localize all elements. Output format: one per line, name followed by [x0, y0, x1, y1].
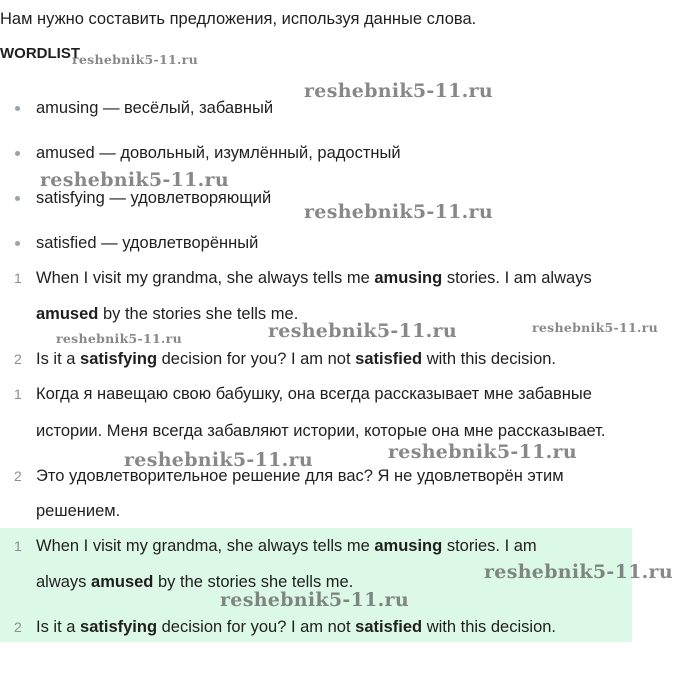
watermark: reshebnik5-11.ru — [388, 441, 577, 463]
sentence-number: 2 — [14, 351, 22, 367]
word-item-satisfying: satisfying — удовлетворяющий — [36, 189, 272, 207]
bullet-dot — [15, 151, 20, 156]
intro-text: Нам нужно составить предложения, используя данные слова. — [0, 10, 477, 28]
answer-1-line-1: When I visit my grandma, she always tells me amusing stories. I am — [36, 537, 537, 555]
word-item-satisfied: satisfied — удовлетворённый — [36, 234, 259, 252]
translation-2-line-1: Это удовлетворительное решение для вас? Я не удовлетворён этим — [36, 467, 564, 485]
answer-number: 2 — [14, 619, 22, 635]
answer-2: Is it a satisfying decision for you? I am not satisfied with this decision. — [36, 618, 557, 636]
watermark: reshebnik5-11.ru — [56, 331, 182, 346]
watermark: reshebnik5-11.ru — [532, 320, 658, 335]
bullet-dot — [15, 241, 20, 246]
watermark: reshebnik5-11.ru — [304, 201, 493, 223]
watermark: reshebnik5-11.ru — [40, 169, 229, 191]
sentence-1-line-1: When I visit my grandma, she always tells me amusing stories. I am always — [36, 269, 592, 287]
answer-number: 1 — [14, 538, 22, 554]
watermark: reshebnik5-11.ru — [72, 52, 198, 67]
translation-1-line-2: истории. Меня всегда забавляют истории, которые она мне рассказывает. — [36, 422, 606, 440]
watermark: reshebnik5-11.ru — [220, 589, 409, 611]
word-item-amused: amused — довольный, изумлённый, радостный — [36, 144, 401, 162]
bullet-dot — [15, 196, 20, 201]
sentence-number: 1 — [14, 270, 22, 286]
word-item-amusing: amusing — весёлый, забавный — [36, 99, 274, 117]
translation-number: 1 — [14, 386, 22, 402]
translation-number: 2 — [14, 468, 22, 484]
translation-1-line-1: Когда я навещаю свою бабушку, она всегда рассказывает мне забавные — [36, 385, 592, 403]
watermark: reshebnik5-11.ru — [268, 320, 457, 342]
watermark: reshebnik5-11.ru — [124, 449, 313, 471]
answer-1-line-2: always amused by the stories she tells me. — [36, 573, 354, 591]
translation-2-line-2: решением. — [36, 502, 121, 520]
watermark: reshebnik5-11.ru — [304, 80, 493, 102]
bullet-dot — [15, 106, 20, 111]
watermark: reshebnik5-11.ru — [484, 561, 673, 583]
sentence-2: Is it a satisfying decision for you? I am not satisfied with this decision. — [36, 350, 557, 368]
wordlist-heading: WORDLIST — [0, 45, 80, 62]
sentence-1-line-2: amused by the stories she tells me. — [36, 305, 299, 323]
